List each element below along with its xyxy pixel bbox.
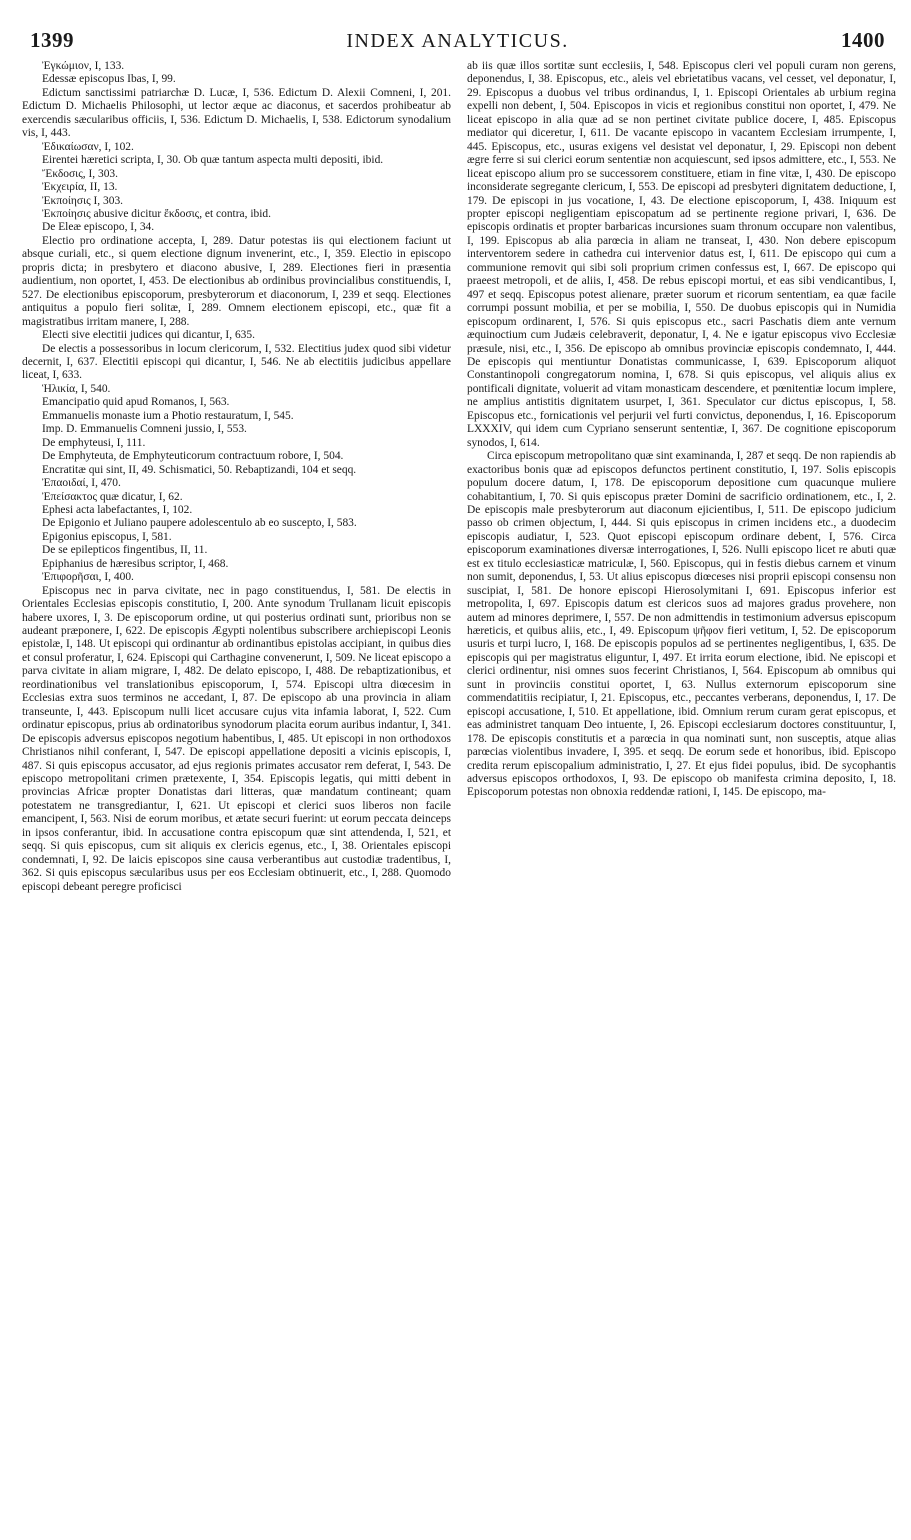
index-entry: Edessæ episcopus Ibas, I, 99.	[42, 73, 176, 86]
index-entry: Emmanuelis monaste ium a Photio restauratum, I, 545.	[42, 409, 294, 422]
left-column	[22, 60, 451, 1528]
index-entry: De emphyteusi, I, 111.	[42, 436, 146, 449]
index-entry: Ἐκχειρία, II, 13.	[42, 181, 118, 194]
index-entry: Epiphanius de hæresibus scriptor, I, 468.	[42, 557, 229, 570]
index-entry: ab iis quæ illos sortitæ sunt ecclesiis, I, 548. Episcopus cleri vel populi curam non gerens, deponendus, I, 38. Episcopus, etc., aleis vel ebrietatibus vacans, vel cesset, vel deponatur, I, 29. Episcopus a duobus vel tribus ordinandus, I, 1. Episcopi Orientales ab urbium regina expelli non debent, I, 504. Episcopos in vicis et regionibus constitui non oportet, I, 479. Ne liceat episcopo in alia quæ ad se non pertinet civitate publice docere, I, 485. Episcopus mediator qui diceretur, I, 611. De vacante episcopo in vacantem Ecclesiam irrumpente, I, 445. Episcopus, etc., usuras exigens vel desistat vel deponatur, I, 29. Episcopi non debent ægre ferre si sui clerici eorum sententiæ non acquiescunt, sed ipsos admittere, etc., I, 553. Ne liceat episcopo alium pro se successorem constituere, etiam in fine vitæ, I, 430. De episcopo inconsiderate segregante clericum, I, 553. De episcopi ad presbyteri dignitatem deductione, I, 179. De episcopi in jus vocatione, I, 43. De electione episcoporum, I, 438. Iniquum est propter episcopi negligentiam episcopatum ad se pertinente regione privari, I, 636. De episcopis ordinatis et propter barbaricas incursiones suam thronum occupare non valentibus, I, 199. Episcopus ab alia parœcia in aliam ne transeat, I, 430. Non debere episcopum interventorem sedere in cathedra cui intervenior datus est, I, 611. De episcopo qui cum a communione removit qui sibi soli proprium crimen confessus est, I, 667. De episcopo qui praeest metropoli, et de aliis, I, 458. De rebus episcopi mortui, et eas sibi vendicantibus, I, 497 et seqq. Episcopus potest alienare, præter suorum et ricorum sententiam, ea quæ facile corrumpi possunt mobilia, et per se mobilia, I, 550. De duobus episcopis qui in Numidia episcopum ordinarent, I, 576. Si quis episcopus etc., sacri Paschatis diem ante vernum æquinoctium cum Judæis celebraverit, deponatur, I, 4. Ne e igatur episcopus vivo Ecclesiæ præsule, nisi, etc., I, 356. De episcopo ab omnibus provinciæ episcopis condemnato, I, 444. De episcopis qui mentiuntur Donatistas communicasse, I, 639. Episcoporum aliquot Constantinopoli congregatorum nomina, I, 678. Si quis episcopus, vel aliquis alius ex pontificali dignitate, voluerit ad vitam monasticam descendere, et pœnitentiæ locum implere, ne amplius antistitis dignitatem usurpet, I, 361. Speculator cur dictus episcopus, I, 58. Episcopus etc., fornicationis vel perjurii vel furti convictus, deponendus, I, 16. Episcoporum LXXXIV, qui idem cum Cypriano senserunt sententiæ, I, 367. De cognitione episcoporum synodos, I, 614.	[467, 60, 896, 449]
index-entry: Ἔκδοσις, I, 303.	[42, 167, 118, 180]
index-entry: Eirentei hæretici scripta, I, 30. Ob quæ tantum aspecta multi depositi, ibid.	[42, 154, 384, 167]
index-entry: Circa episcopum metropolitano quæ sint examinanda, I, 287 et seqq. De non rapiendis ab exactoribus bonis quæ ad episcopos defunctos pertinent constitutio, I, 197. Solis episcopis populum docere datum, I, 178. De episcoporum depositione cum quacunque muliere cohabitantium, I, 70. Si quis episcopus præter Domini de sacrificio ordinationem, etc., I, 2. De episcopis male presbyterorum aut diaconum ejicientibus, I, 511. De episcopo judicium passo ob crimen objectum, I, 444. Si quis episcopus in crimen incidens etc., a duodecim episcopis audiatur, I, 523. Quot episcopi episcopum ordinare debent, I, 576. Circa episcoporum examinationes diversæ interrogationes, I, 526. Nulli episcopo licet re abuti quæ est ex titulo ecclesiasticæ matriculæ, I, 560. Episcopus, qui in festis diebus carnem et vinum non sumit, deponendus, I, 53. Ut alius episcopus diœceses nisi proprii episcopi consensu non suscipiat, I, 581. De honore episcopi Hierosolymitani I, 691. Episcopus inferior est metropolita, I, 697. Episcopis datum est clericos suos ad majores gradus provehere, non autem ad minores deprimere, I, 557. De non admittendis in testimonium adversus episcopum hæreticis, et quibus aliis, etc., I, 49. Episcopum ψῆφον fieri vetitum, I, 52. De episcoporum usuris et turpi lucro, I, 168. De episcopis populos ad se pertinentes negligentibus, I, 635. De episcopis qui per magistratus eliguntur, I, 497. Et irrita eorum electione, ibid. Ne episcopi et clerici ordinentur, nisi omnes suos fecerint Christianos, I, 564. Episcopum ab omnibus qui sunt in provinciis constitui oportet, I, 63. Nullus externorum episcoporum sine commendatitiis recipiatur, I, 21. Episcopus, etc., peccantes verberans, deponendus, I, 17. De episcopi accusatione, I, 510. Et appellatione, ibid. Omnium rerum curam gerat episcopus, et eas administret tanquam Deo intuente, I, 26. Episcopi ecclesiarum doctores constituuntur, I, 178. De episcopis constitutis et a parœcia in qua nominati sunt, non susceptis, atque alias parœcias violentibus invadere, I, 395. et seqq. De eorum sede et honoribus, ibid. Episcopo credita rerum episcopalium administratio, I, 27. Et ejus fidei populus, ibid. De sycophantis adversus episcopos orthodoxos, I, 93. De episcopo ob manifesta crimina deposito, I, 18. Episcoporum potestas non obnoxia reddendæ rationi, I, 145. De episcopo, ma-	[467, 450, 896, 799]
index-entry: Ἐδικαίωσαν, I, 102.	[42, 140, 134, 153]
index-entry: Imp. D. Emmanuelis Comneni jussio, I, 553.	[42, 423, 247, 436]
index-entry: Ἐπείσακτος quæ dicatur, I, 62.	[42, 490, 183, 503]
index-entry: Ἐπαοιδαί, I, 470.	[42, 477, 121, 490]
index-entry: Ἐγκώμιον, I, 133.	[42, 60, 125, 72]
index-entry: De Emphyteuta, de Emphyteuticorum contractuum robore, I, 504.	[42, 450, 344, 463]
right-column-number: 1400	[841, 28, 885, 52]
index-entry: De electis a possessoribus in locum clericorum, I, 532. Electitius judex quod sibi videtur decernit, I, 637. Electitii episcopi qui dicantur, I, 546. Ne ab electitiis judicibus appellare liceat, I, 633.	[22, 342, 451, 382]
index-entry: Ἡλικία, I, 540.	[42, 382, 111, 395]
right-column	[467, 60, 896, 1528]
index-entry: Epigonius episcopus, I, 581.	[42, 530, 172, 543]
index-columns	[22, 60, 897, 1528]
index-entry: Ἐκποίησις abusive dicitur ἔκδοσις, et contra, ibid.	[42, 207, 271, 220]
running-title: INDEX ANALYTICUS.	[346, 30, 569, 52]
index-entry: Ἐπιφορῆσαι, I, 400.	[42, 571, 134, 584]
running-header	[22, 28, 897, 60]
index-entry: Episcopus nec in parva civitate, nec in pago constituendus, I, 581. De electis in Orientales Ecclesias episcopis constitutio, I, 200. Ante synodum Trullanam licuit episcopis habere uxores, I, 3. De episcoporum ordine, ut qui posterius ordinati sunt, prioribus non se audeant præponere, I, 622. De episcopis Ægypti nolentibus subscribere archiepiscopi Leonis epistolæ, I, 148. Ut episcopi qui ordinantur ab ordinantibus epistolas accipiant, in quibus dies et consul proferatur, I, 624. Episcopi qui Carthagine convenerunt, I, 509. Ne liceat episcopo a parva civitate in aliam migrare, I, 482. De delato episcopo, I, 488. De rebaptizationibus, et reordinationibus vel translationibus episcoporum, I, 574. Episcopi ultra diœcesim in Ecclesias extra suos terminos ne accedant, I, 87. De episcopo ab una provincia in aliam transeunte, I, 443. Episcopum nulli licet accusare cujus vita infamia laborat, I, 522. Cum ordinatur episcopus, prius ab ordinatoribus synodorum placita eorum auribus indantur, I, 341. De episcopis adversus episcopos negotium habentibus, I, 485. Ut episcopi in non orthodoxos Christianos nihil conferant, I, 547. De episcopi appellatione depositi a vicinis episcopis, I, 487. Si quis episcopus accusator, ad ejus regionis primates accusator rem deferat, I, 543. De episcopo metropolitani crimen prætexente, I, 354. Episcopis legatis, qui mitti debent in provincias Africæ propter Donatistas dari litteras, quæ mandatum contineant; quam potestatem ne transgrediantur, I, 621. Ut episcopi et clerici suos liberos non facile emancipent, I, 563. Nisi de eorum moribus, et ætate securi fuerint: ut eorum peccata deinceps in ipsos conferantur, ibid. In accusatione contra episcopum quæ sint attendenda, I, 521, et seqq. Si quis episcopus, cum sit aliquis ex clericis egenus, etc., I, 38. Orientales episcopi condemnati, I, 92. De laicis episcopos sine causa verberantibus aut custodiæ tradentibus, I, 362. Si quis episcopus sæcularibus usus per eos Ecclesiam obtinuerit, etc., I, 288. Quomodo episcopi debeant peregre proficisci	[22, 584, 451, 893]
index-entry: Electio pro ordinatione accepta, I, 289. Datur potestas iis qui electionem faciunt ut absque curiali, etc., si quem electione dignum invenerint, etc., I, 359. Electio in episcopo propris dicta; in presbytero et diacono abusive, I, 289. Electiones fieri in præsentia audientium, non oportet, I, 453. De electionibus ab ordinibus provincialibus constituendis, I, 527. De electionibus episcoporum, presbyterorum et diaconorum, I, 239 et seqq. Electiones antiquitus a populo fieri solitæ, I, 289. Omnem electionem episcopi, etc., quæ fit a magistratibus irritam manere, I, 288.	[22, 234, 451, 328]
index-entry: De se epilepticos fingentibus, II, 11.	[42, 544, 208, 557]
left-column-number: 1399	[30, 28, 74, 52]
index-entry: De Epigonio et Juliano paupere adolescentulo ab eo suscepto, I, 583.	[42, 517, 357, 530]
index-entry: Encratitæ qui sint, II, 49. Schismatici, 50. Rebaptizandi, 104 et seqq.	[42, 463, 357, 476]
index-entry: Ἐκποίησις I, 303.	[42, 194, 124, 207]
index-entry: Edictum sanctissimi patriarchæ D. Lucæ, I, 536. Edictum D. Alexii Comneni, I, 201. Edictum D. Michaelis Philosophi, ut lector æque ac diaconus, et sacerdos prohibeatur ab exercendis sæcularibus officiis, I, 536. Edictum D. Michaelis, I, 538. Edictorum synodalium vis, I, 443.	[22, 86, 451, 140]
index-entry: De Eleæ episcopo, I, 34.	[42, 221, 155, 234]
index-entry: Ephesi acta labefactantes, I, 102.	[42, 503, 193, 516]
index-entry: Electi sive electitii judices qui dicantur, I, 635.	[42, 329, 255, 342]
index-entry: Emancipatio quid apud Romanos, I, 563.	[42, 396, 230, 409]
